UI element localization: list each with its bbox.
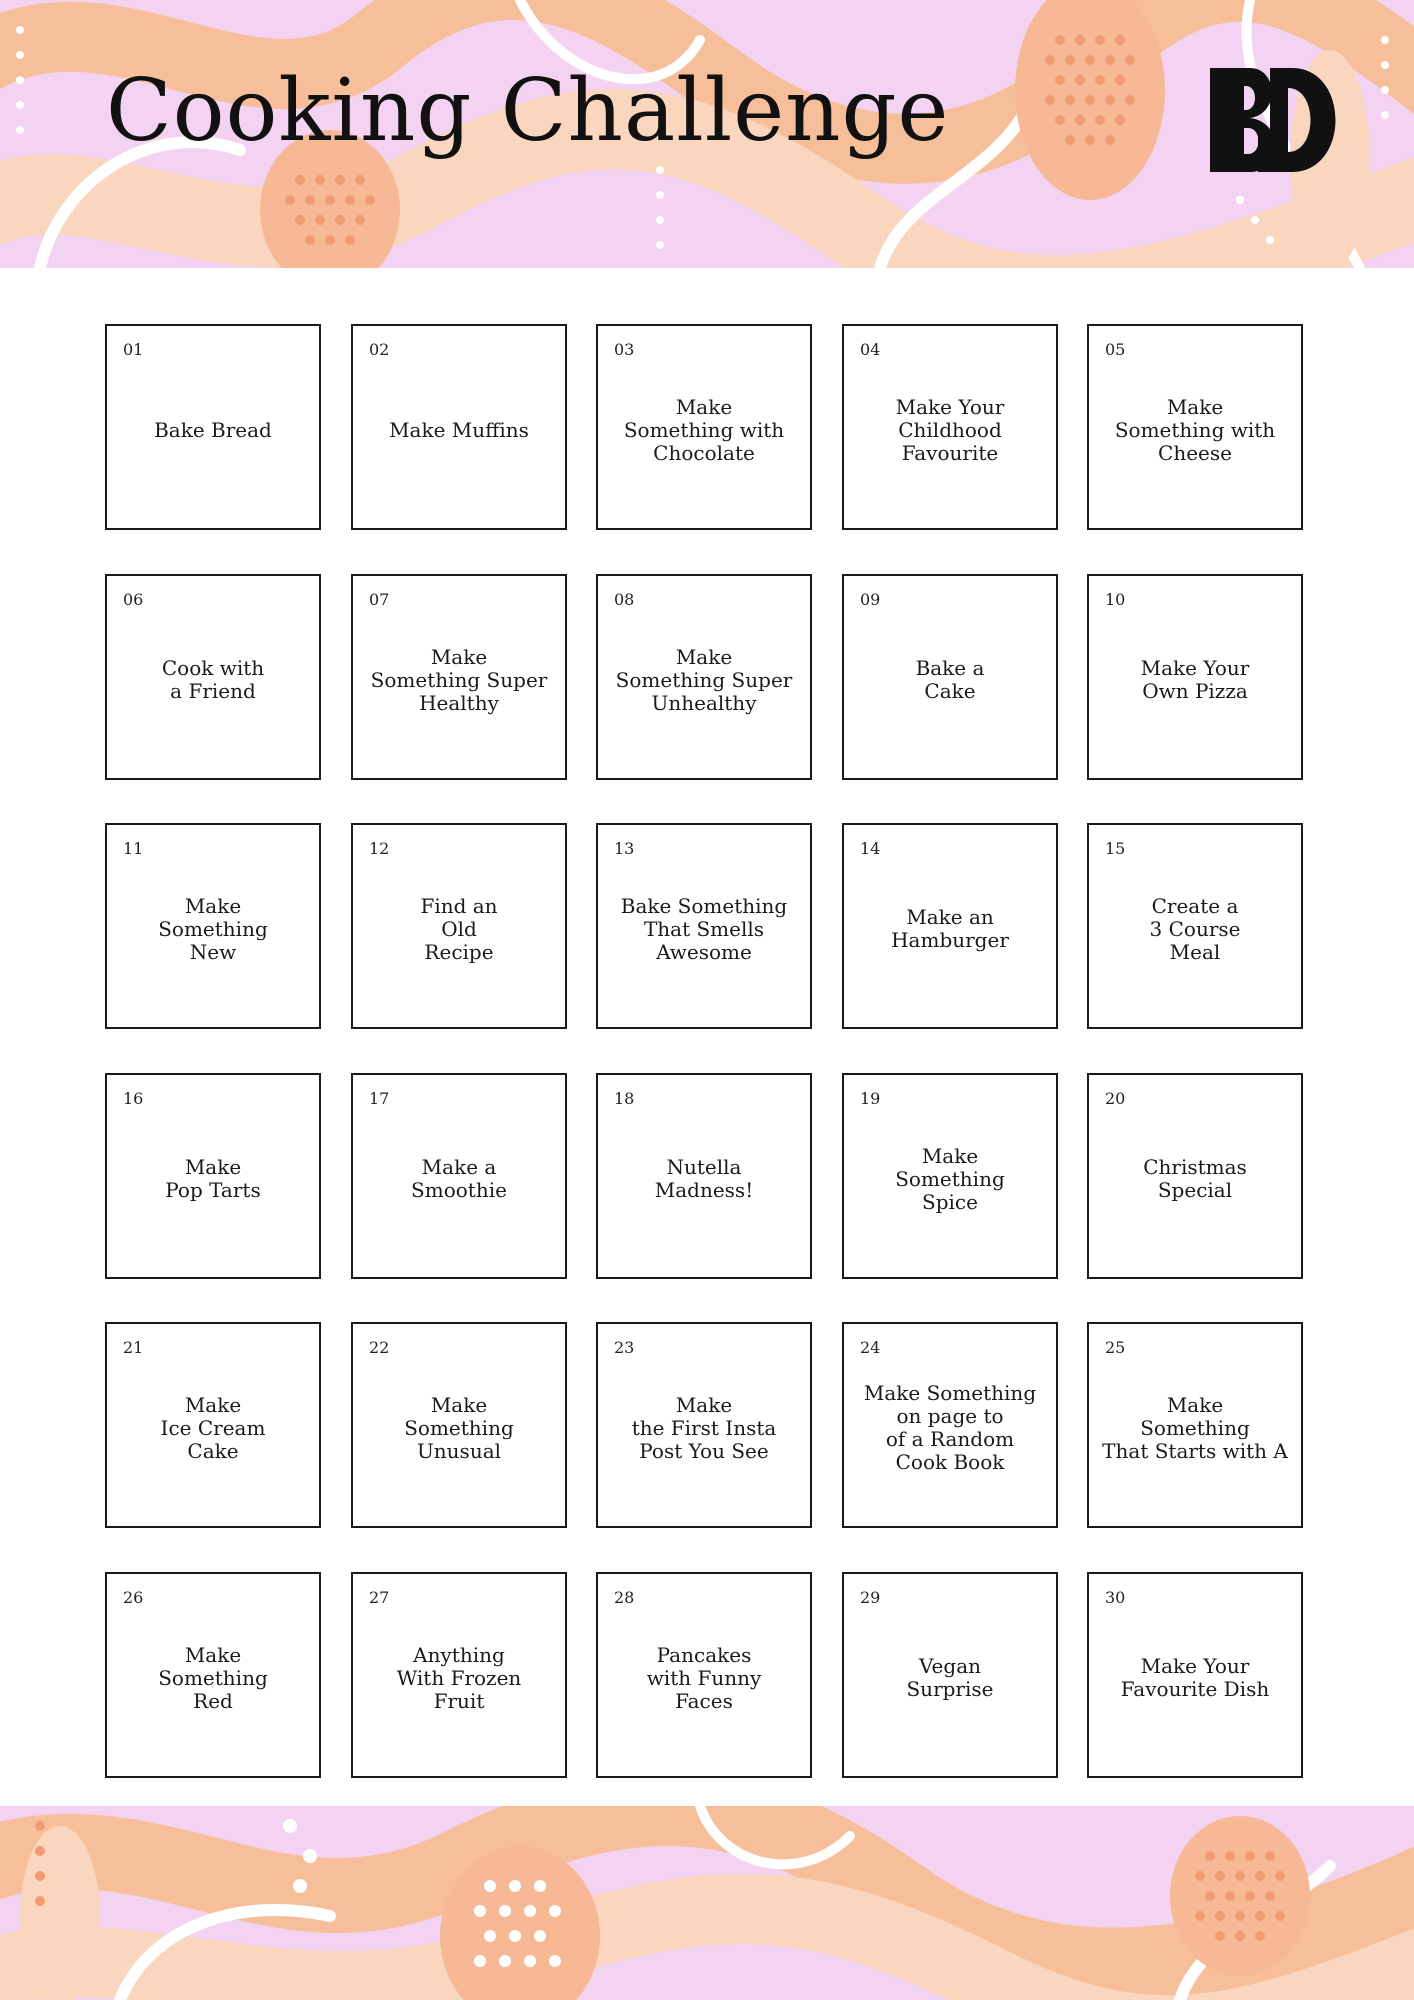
challenge-label: Anything With Frozen Fruit (396, 1642, 522, 1713)
challenge-card (596, 1322, 812, 1528)
challenge-label: Make Your Own Pizza (1140, 656, 1250, 703)
challenge-number: 30 (1105, 1588, 1126, 1607)
challenge-number: 01 (123, 340, 144, 359)
challenge-number: 20 (1105, 1089, 1126, 1108)
challenge-card (842, 574, 1058, 780)
abstract-pattern-bottom (0, 1806, 1414, 2000)
challenge-card (1087, 823, 1303, 1029)
challenge-number: 11 (123, 839, 144, 858)
challenge-label: Make Something Super Healthy (370, 644, 548, 715)
challenge-label: Cook with a Friend (161, 656, 265, 703)
challenge-number: 23 (614, 1338, 635, 1357)
challenge-number: 12 (369, 839, 390, 858)
challenge-card (105, 1322, 321, 1528)
challenge-number: 26 (123, 1588, 144, 1607)
challenge-label: Make Something Super Unhealthy (615, 644, 793, 715)
challenge-card (596, 823, 812, 1029)
challenge-card (1087, 1572, 1303, 1778)
challenge-card (596, 574, 812, 780)
challenge-label: Nutella Madness! (654, 1155, 754, 1202)
challenge-card (1087, 1073, 1303, 1279)
challenge-number: 08 (614, 590, 635, 609)
challenge-number: 25 (1105, 1338, 1126, 1357)
challenge-label: Make Something Unusual (404, 1392, 514, 1463)
challenge-card (1087, 324, 1303, 530)
challenge-number: 27 (369, 1588, 390, 1607)
challenge-card (1087, 574, 1303, 780)
challenge-label: Create a 3 Course Meal (1149, 893, 1241, 964)
challenge-number: 24 (860, 1338, 881, 1357)
challenge-number: 02 (369, 340, 390, 359)
challenge-card (351, 1572, 567, 1778)
challenge-card (105, 823, 321, 1029)
challenge-card (105, 324, 321, 530)
challenge-number: 29 (860, 1588, 881, 1607)
challenge-number: 17 (369, 1089, 390, 1108)
challenge-label: Make Ice Cream Cake (160, 1392, 266, 1463)
challenge-label: Bake a Cake (915, 656, 985, 703)
challenge-label: Christmas Special (1143, 1155, 1247, 1202)
challenge-number: 16 (123, 1089, 144, 1108)
challenge-number: 22 (369, 1338, 390, 1357)
challenge-label: Make Your Favourite Dish (1120, 1654, 1270, 1701)
challenge-card (351, 1322, 567, 1528)
challenge-label: Make Pop Tarts (165, 1155, 261, 1202)
challenge-number: 14 (860, 839, 881, 858)
challenge-label: Make Something with Cheese (1114, 394, 1276, 465)
challenge-label: Make Something Spice (895, 1143, 1005, 1214)
challenge-label: Bake Something That Smells Awesome (620, 893, 788, 964)
challenge-card (842, 1322, 1058, 1528)
challenge-number: 10 (1105, 590, 1126, 609)
challenge-card (842, 324, 1058, 530)
challenge-label: Bake Bread (154, 417, 272, 442)
challenge-card (105, 1572, 321, 1778)
challenge-label: Find an Old Recipe (420, 893, 498, 964)
challenge-card (596, 324, 812, 530)
challenge-number: 19 (860, 1089, 881, 1108)
challenge-number: 09 (860, 590, 881, 609)
page-title: Cooking Challenge (106, 61, 950, 161)
challenge-card (105, 1073, 321, 1279)
challenge-card (351, 574, 567, 780)
challenge-label: Make Muffins (389, 417, 529, 442)
challenge-number: 06 (123, 590, 144, 609)
challenge-number: 05 (1105, 340, 1126, 359)
challenge-label: Vegan Surprise (906, 1654, 994, 1701)
challenge-label: Make the First Insta Post You See (631, 1392, 777, 1463)
challenge-card (351, 324, 567, 530)
footer-pattern-band (0, 1806, 1414, 2000)
challenge-label: Make Something Red (158, 1642, 268, 1713)
challenge-card (596, 1572, 812, 1778)
challenge-label: Make an Hamburger (891, 905, 1009, 952)
challenge-card (842, 1572, 1058, 1778)
challenge-label: Make Your Childhood Favourite (895, 394, 1005, 465)
challenge-number: 04 (860, 340, 881, 359)
challenge-label: Make Something with Chocolate (623, 394, 785, 465)
challenge-card (1087, 1322, 1303, 1528)
challenge-card (351, 1073, 567, 1279)
challenge-number: 21 (123, 1338, 144, 1357)
challenge-number: 15 (1105, 839, 1126, 858)
challenge-label: Pancakes with Funny Faces (646, 1642, 762, 1713)
challenge-card (842, 823, 1058, 1029)
challenge-number: 28 (614, 1588, 635, 1607)
challenge-card (351, 823, 567, 1029)
challenge-number: 13 (614, 839, 635, 858)
challenge-number: 18 (614, 1089, 635, 1108)
challenge-label: Make Something That Starts with A (1102, 1392, 1288, 1463)
challenge-number: 07 (369, 590, 390, 609)
challenge-card (105, 574, 321, 780)
challenge-card (596, 1073, 812, 1279)
challenge-number: 03 (614, 340, 635, 359)
challenge-label: Make Something New (158, 893, 268, 964)
challenge-card (842, 1073, 1058, 1279)
challenge-label: Make Something on page to of a Random Cook Book (863, 1381, 1037, 1474)
challenge-label: Make a Smoothie (411, 1155, 507, 1202)
